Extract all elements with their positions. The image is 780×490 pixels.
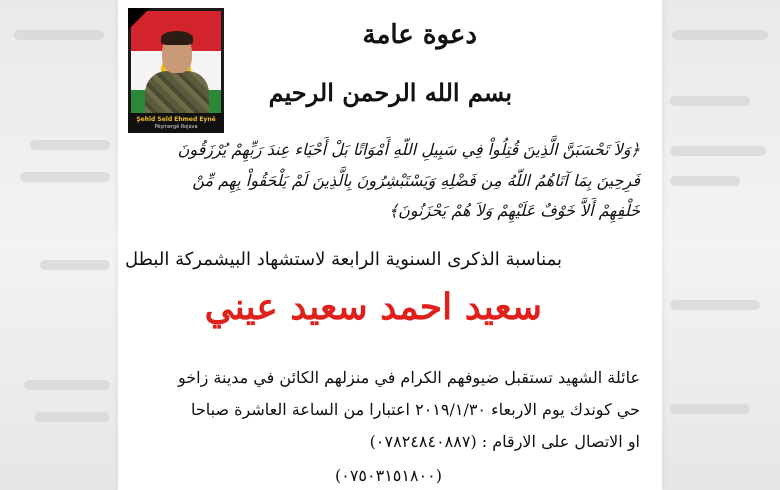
- quran-verse-line: فَرِحِينَ بِمَا آتَاهُمُ اللّهُ مِن فَضْلِهِ وَيَسْتَبْشِرُونَ بِالَّذِينَ لَمْ يَلْحَقُواْ بِهِم مِّنْ: [192, 171, 640, 190]
- martyr-photo: [128, 8, 224, 133]
- photo-caption: [128, 113, 224, 133]
- blurred-text-line: [24, 380, 110, 390]
- info-line-phone: او الاتصال على الارقام : (٠٧٨٢٤٨٤٠٨٨٧): [369, 432, 640, 451]
- blurred-text-line: [20, 172, 110, 182]
- quran-verse-line: خَلْفِهِمْ أَلاَّ خَوْفٌ عَلَيْهِمْ وَلاَ هُمْ يَحْزَنُونَ﴾: [388, 201, 640, 220]
- invitation-title: دعوة عامة: [362, 20, 477, 50]
- blurred-text-line: [30, 140, 110, 150]
- blurred-background-right: [662, 0, 780, 490]
- blurred-text-line: [34, 412, 110, 422]
- blurred-text-line: [670, 146, 766, 156]
- invitation-card: [118, 0, 662, 490]
- blurred-text-line: [670, 300, 760, 310]
- photo-caption-subtitle: Pêşmergê Rojava: [154, 124, 198, 130]
- blurred-background-left: [0, 0, 118, 490]
- blurred-text-line: [670, 404, 750, 414]
- blurred-text-line: [40, 260, 110, 270]
- occasion-text: بمناسبة الذكرى السنوية الرابعة لاستشهاد البيشمركة البطل: [125, 249, 562, 270]
- blurred-text-line: [14, 30, 104, 40]
- blurred-text-line: [670, 176, 740, 186]
- basmala: بسم الله الرحمن الرحيم: [268, 78, 512, 107]
- quran-verse-line: ﴿وَلاَ تَحْسَبَنَّ الَّذِينَ قُتِلُواْ فِي سَبِيلِ اللّهِ أَمْوَاتًا بَلْ أَحْيَاء عِندَ رَبِّهِمْ يُرْزَقُونَ: [177, 140, 640, 159]
- martyr-name: سعيد احمد سعيد عيني: [204, 286, 542, 328]
- blurred-text-line: [670, 96, 750, 106]
- portrait-hair: [161, 31, 193, 45]
- photo-caption-name: Şehîd Seîd Ehmed Eynê: [136, 116, 216, 123]
- info-line: حي كوندك يوم الاربعاء ٢٠١٩/١/٣٠ اعتبارا من الساعة العاشرة صباحا: [191, 400, 640, 419]
- blurred-text-line: [672, 30, 768, 40]
- info-line: عائلة الشهيد تستقبل ضيوفهم الكرام في منزلهم الكائن في مدينة زاخو: [178, 368, 640, 387]
- info-line-phone: (٠٧٥٠٣١٥١٨٠٠): [334, 466, 442, 485]
- black-mourning-ribbon-icon: [128, 8, 150, 30]
